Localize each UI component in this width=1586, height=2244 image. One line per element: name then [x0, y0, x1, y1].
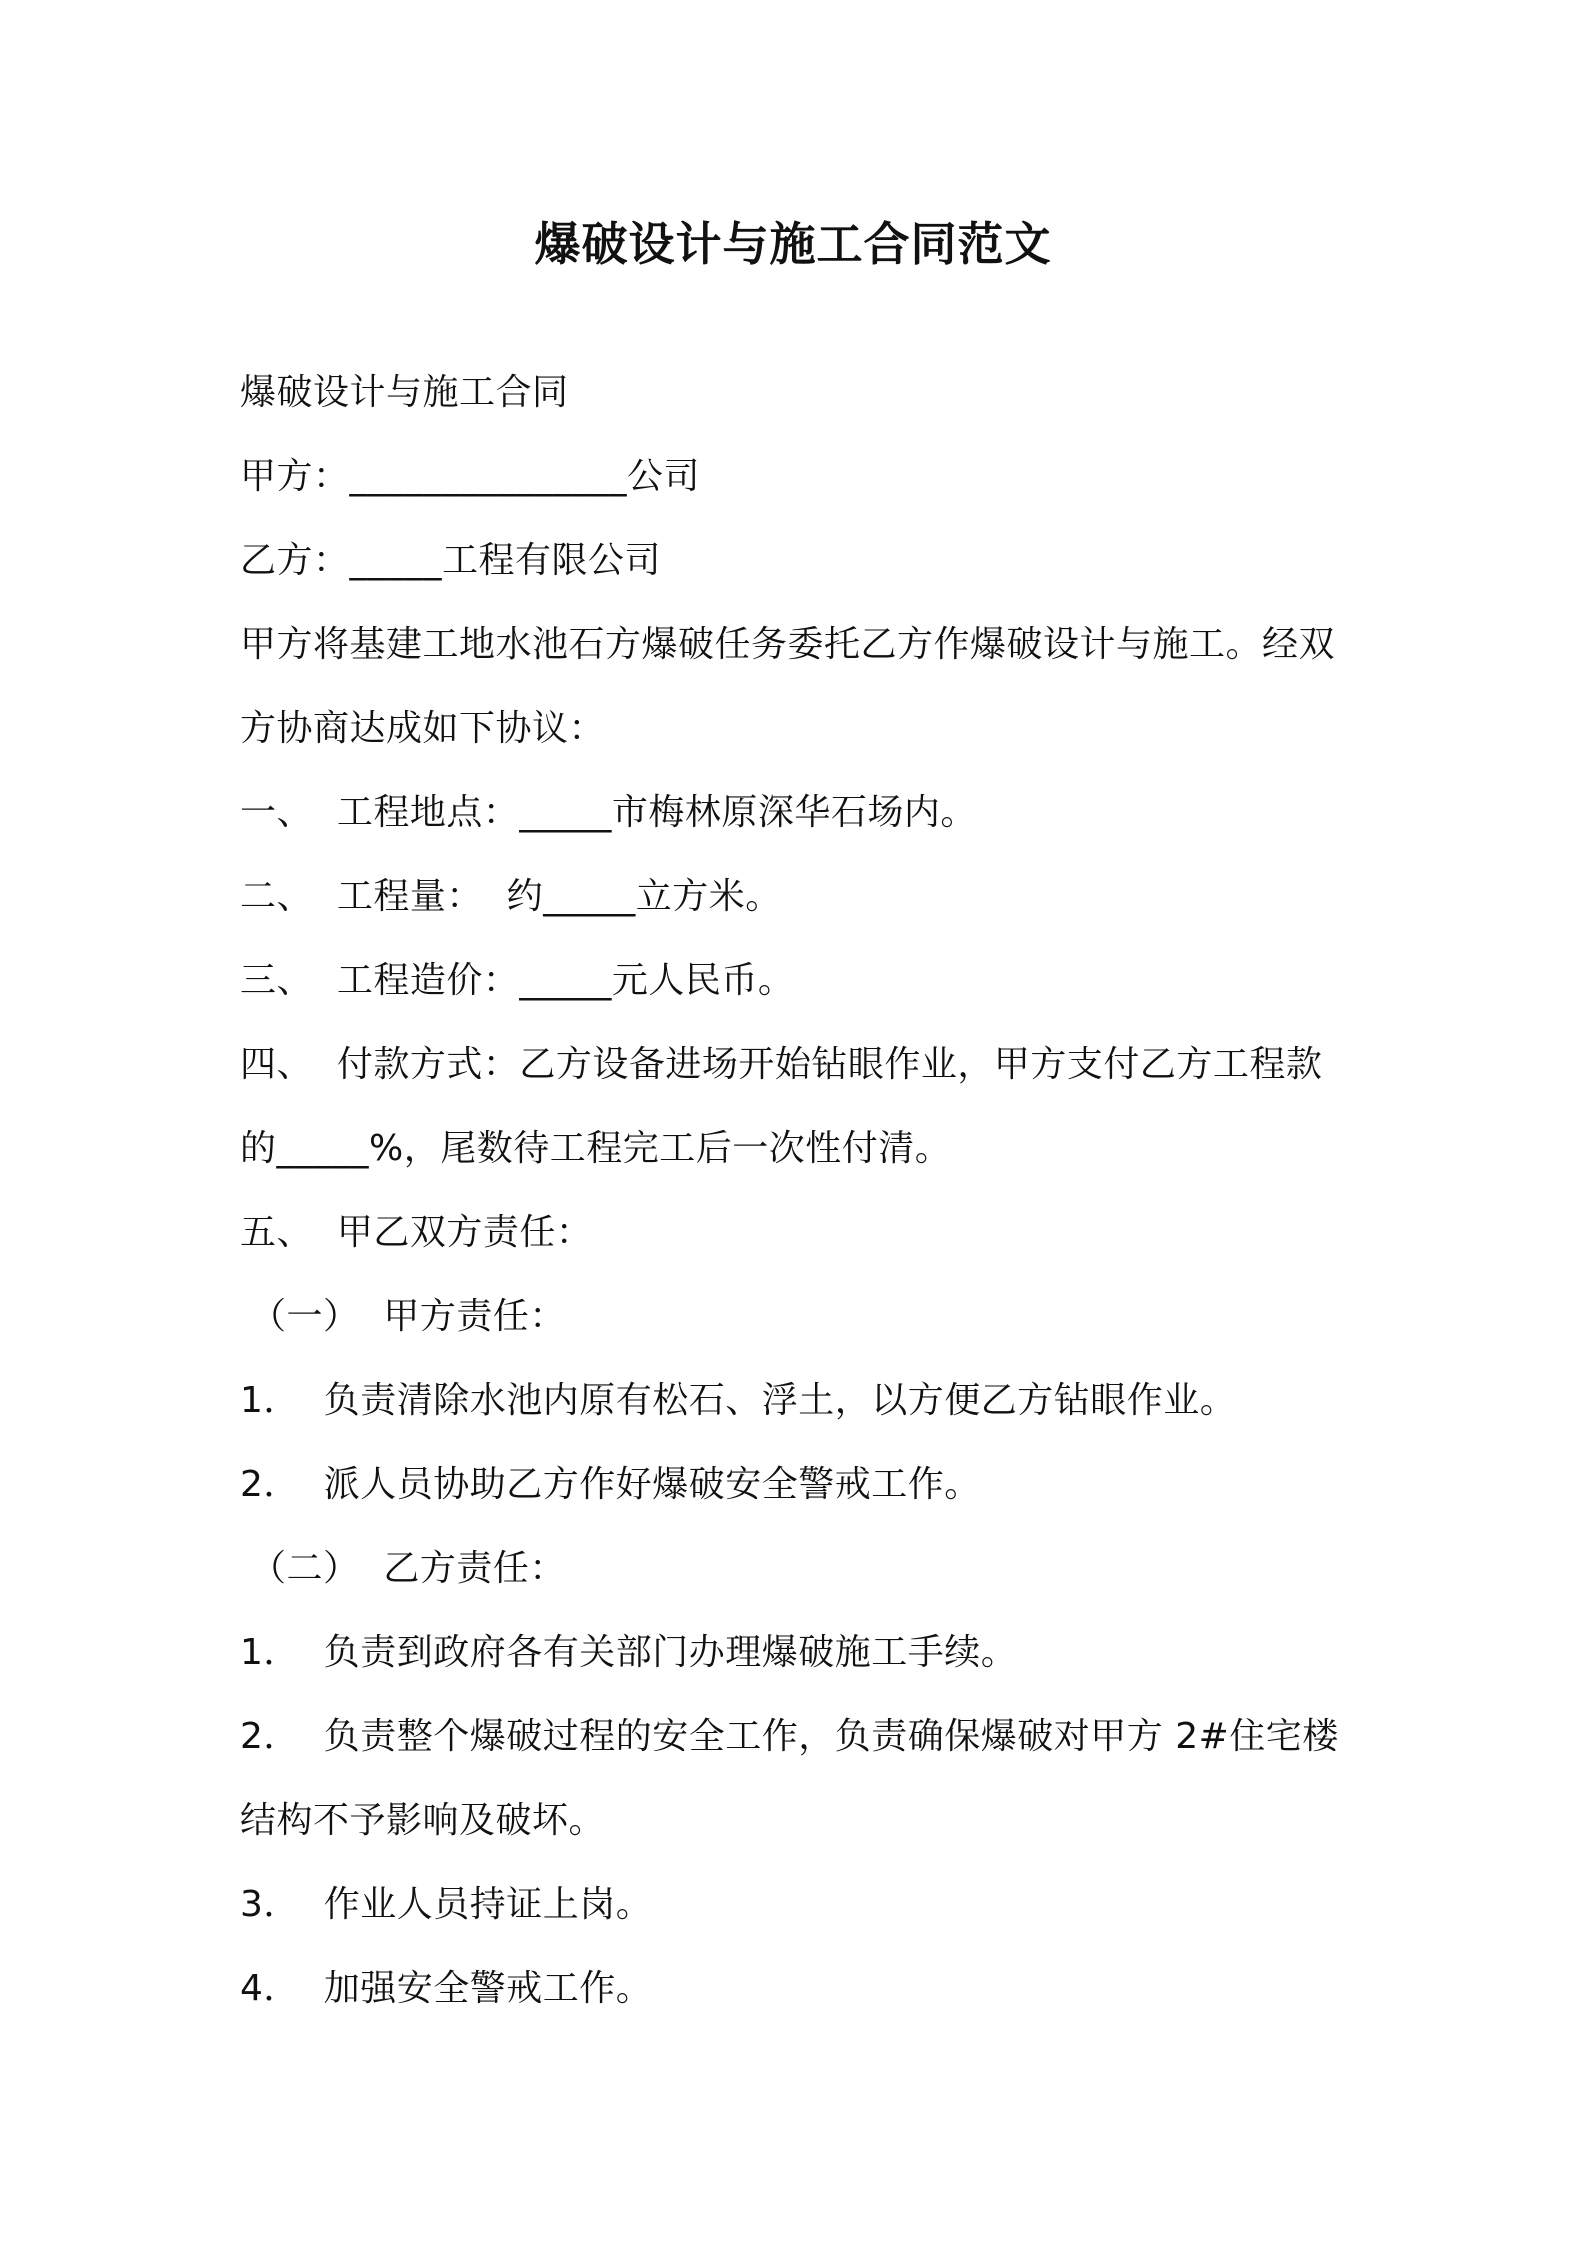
- contract-subtitle: 爆破设计与施工合同: [240, 372, 569, 413]
- clause-payment-line-1: 四、 付款方式：乙方设备进场开始钻眼作业，甲方支付乙方工程款: [240, 1044, 1323, 1085]
- party-a-line: 甲方：_______________公司: [240, 456, 701, 497]
- party-b-item-3: 3． 作业人员持证上岗。: [240, 1884, 653, 1925]
- clause-payment-line-2: 的_____%，尾数待工程完工后一次性付清。: [240, 1128, 952, 1169]
- party-b-item-2-line-2: 结构不予影响及破坏。: [240, 1800, 606, 1841]
- party-a-item-1: 1． 负责清除水池内原有松石、浮土，以方便乙方钻眼作业。: [240, 1380, 1237, 1421]
- party-b-line: 乙方：_____工程有限公司: [240, 540, 662, 581]
- section-party-a-responsibilities: （一） 甲方责任：: [250, 1296, 566, 1337]
- document-title: 爆破设计与施工合同范文: [534, 217, 1052, 271]
- party-b-item-4: 4． 加强安全警戒工作。: [240, 1968, 653, 2009]
- clause-project-location: 一、 工程地点：_____市梅林原深华石场内。: [240, 792, 977, 833]
- party-a-item-2: 2． 派人员协助乙方作好爆破安全警戒工作。: [240, 1464, 981, 1505]
- clause-project-quantity: 二、 工程量： 约_____立方米。: [240, 876, 782, 917]
- party-b-item-1: 1． 负责到政府各有关部门办理爆破施工手续。: [240, 1632, 1018, 1673]
- clause-responsibilities: 五、 甲乙双方责任：: [240, 1212, 593, 1253]
- intro-paragraph-line-2: 方协商达成如下协议：: [240, 708, 606, 749]
- party-b-item-2-line-1: 2． 负责整个爆破过程的安全工作，负责确保爆破对甲方 2#住宅楼: [240, 1716, 1339, 1757]
- intro-paragraph-line-1: 甲方将基建工地水池石方爆破任务委托乙方作爆破设计与施工。经双: [240, 624, 1336, 665]
- clause-project-cost: 三、 工程造价：_____元人民币。: [240, 960, 795, 1001]
- section-party-b-responsibilities: （二） 乙方责任：: [250, 1548, 566, 1589]
